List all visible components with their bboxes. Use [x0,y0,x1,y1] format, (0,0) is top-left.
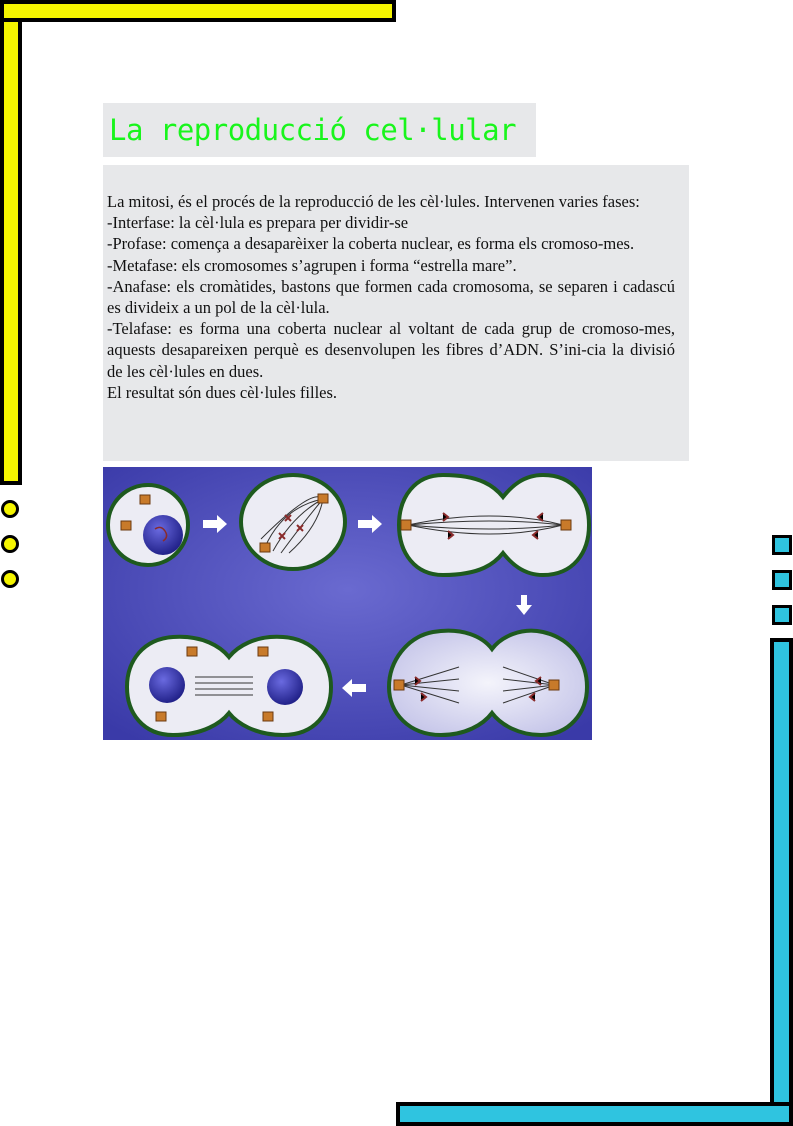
page-title: La reproducció cel·lular [109,113,517,147]
centriole [561,520,571,530]
mitosis-figure [103,467,592,740]
centriole [394,680,404,690]
text-line: -Telafase: es forma una coberta nuclear al voltant de cada grup de cromoso-mes, aquests desapareixen perquè es desenvolupen les fibres d’ADN. S’ini-cia la divisió de les cèl·lules en dues. [107,319,675,381]
text-line: -Anafase: els cromàtides, bastons que formen cada cromosoma, se separen i cadascú es divideix a un pol de la cèl·lula. [107,276,675,318]
yellow-bullet-3 [1,570,19,588]
text-line: -Interfase: la cèl·lula es prepara per dividir-se [107,213,409,233]
centriole [263,712,273,721]
text-line: -Metafase: els cromosomes s’agrupen i forma “estrella mare”. [107,255,517,275]
centriole [187,647,197,656]
centriole [401,520,411,530]
mitosis-diagram [103,467,592,740]
cyan-bullet-2 [772,570,792,590]
centriole [318,494,328,503]
centriole [549,680,559,690]
nucleus [149,667,185,703]
nucleus [143,515,183,555]
centriole [258,647,268,656]
cyan-right-bar [770,638,793,1106]
cyan-bottom-bar [396,1102,793,1126]
yellow-bullet-1 [1,500,19,518]
interphase-cell [108,485,188,565]
yellow-left-bar [0,18,22,485]
text-box [103,165,689,461]
text-line: -Profase: comença a desaparèixer la coberta nuclear, es forma els cromoso-mes. [107,234,635,254]
centriole [121,521,131,530]
centriole [260,543,270,552]
title-box [103,103,536,157]
metaphase-cell [241,475,345,569]
text-line: El resultat són dues cèl·lules filles. [107,382,338,402]
anaphase-cell [399,475,589,575]
cyan-bullet-1 [772,535,792,555]
cyan-bullet-3 [772,605,792,625]
yellow-top-bar [0,0,396,22]
text-line: La mitosi, és el procés de la reproducció de les cèl·lules. Intervenen varies fases: [107,192,640,211]
late-anaphase-cell [389,631,587,735]
centriole [156,712,166,721]
nucleus [267,669,303,705]
yellow-bullet-2 [1,535,19,553]
centriole [140,495,150,504]
